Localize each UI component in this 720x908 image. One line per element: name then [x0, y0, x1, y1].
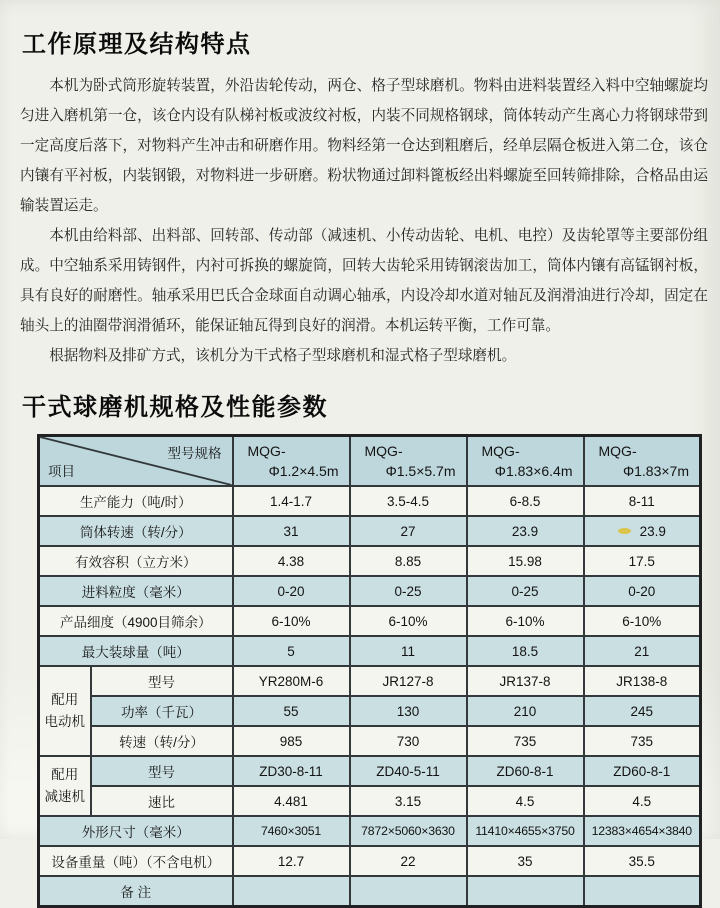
table-row-overall-dimensions — [39, 816, 701, 846]
column-header-model-1 — [233, 436, 350, 487]
spec-value: 735 — [467, 726, 584, 756]
row-label: 有效容积（立方米） — [39, 546, 233, 576]
header-corner-cell — [39, 436, 233, 487]
spec-value: 21 — [584, 636, 701, 666]
table-row-effective-volume — [39, 546, 701, 576]
row-label: 功率（千瓦） — [91, 696, 233, 726]
group-label-reducer: 配用 减速机 — [39, 756, 91, 816]
row-label: 速比 — [91, 786, 233, 816]
spec-value: 0-20 — [233, 576, 350, 606]
spec-value: 4.5 — [584, 786, 701, 816]
spec-value: ZD60-8-1 — [584, 756, 701, 786]
spec-value: 4.481 — [233, 786, 350, 816]
spec-value: 27 — [350, 516, 467, 546]
spec-value: 5 — [233, 636, 350, 666]
row-label: 型号 — [91, 666, 233, 696]
spec-value: 11410×4655×3750 — [467, 816, 584, 846]
row-label: 备 注 — [39, 876, 233, 907]
table-row-feed-size — [39, 576, 701, 606]
table-row-reducer-ratio — [39, 786, 701, 816]
spec-value: 55 — [233, 696, 350, 726]
spec-value: 6-10% — [350, 606, 467, 636]
spec-value: 15.98 — [467, 546, 584, 576]
table-row-max-ball-load — [39, 636, 701, 666]
spec-value: 0-25 — [467, 576, 584, 606]
spec-value: 7460×3051 — [233, 816, 350, 846]
spec-value — [467, 876, 584, 907]
model-prefix: MQG- — [247, 443, 286, 459]
row-label: 生产能力（吨/时） — [39, 486, 233, 516]
spec-value: 23.9 — [467, 516, 584, 546]
spec-value: 730 — [350, 726, 467, 756]
spec-value: 8.85 — [350, 546, 467, 576]
row-label: 进料粒度（毫米） — [39, 576, 233, 606]
spec-value: 130 — [350, 696, 467, 726]
model-size: Φ1.83×7m — [622, 463, 689, 479]
model-prefix: MQG- — [364, 443, 403, 459]
table-row-motor-power — [39, 696, 701, 726]
spec-value: 31 — [233, 516, 350, 546]
column-header-model-3 — [467, 436, 584, 487]
table-row-motor-model — [39, 666, 701, 696]
spec-value — [233, 876, 350, 907]
paragraph-classification: 根据物料及排矿方式，该机分为干式格子型球磨机和湿式格子型球磨机。 — [49, 348, 517, 364]
spec-value: JR138-8 — [584, 666, 701, 696]
corner-label-item: 项目 — [48, 464, 75, 479]
spec-value: 4.38 — [233, 546, 350, 576]
table-row-remarks — [39, 876, 701, 907]
spec-value — [584, 876, 701, 907]
row-label: 设备重量（吨）（不含电机） — [39, 846, 233, 876]
spec-value: 7872×5060×3630 — [350, 816, 467, 846]
paragraph-structure: 本机由给料部、出料部、回转部、传动部（减速机、小传动齿轮、电机、电控）及齿轮罩等主要部份组成。中空轴系采用铸钢件，内衬可拆换的螺旋筒，回转大齿轮采用铸钢滚齿加工，筒体内镶有高锰钢衬板，具有良好的耐磨性。轴承采用巴氏合金球面自动调心轴承，内设冷却水道对轴瓦及润滑油进行冷却，固定在轴头上的油圈带润滑循环，能保证轴瓦得到良好的润滑。本机运转平衡，工作可靠。 — [20, 228, 708, 334]
group-label-motor: 配用 电动机 — [39, 666, 91, 756]
spec-value: 985 — [233, 726, 350, 756]
spec-value: 1.4-1.7 — [233, 486, 350, 516]
spec-value: 18.5 — [467, 636, 584, 666]
section-title-specs: 干式球磨机规格及性能参数 — [22, 394, 328, 421]
spec-value: 35.5 — [584, 846, 701, 876]
spec-value: ZD30-8-11 — [233, 756, 350, 786]
spec-value-text: 23.9 — [639, 523, 666, 539]
spec-value: 0-25 — [350, 576, 467, 606]
spec-value: 3.15 — [350, 786, 467, 816]
table-header-row — [39, 436, 701, 487]
spec-value: 0-20 — [584, 576, 701, 606]
spec-value: YR280M-6 — [233, 666, 350, 696]
spec-value: 6-8.5 — [467, 486, 584, 516]
model-prefix: MQG- — [598, 443, 637, 459]
paragraph-working-principle: 本机为卧式筒形旋转装置，外沿齿轮传动，两仓、格子型球磨机。物料由进料装置经入料中空轴螺旋均匀进入磨机第一仓，该仓内设有队梯衬板或波纹衬板，内装不同规格钢球，筒体转动产生离心力将钢球带到一定高度后落下，对物料产生冲击和研磨作用。物料经第一仓达到粗磨后，经单层隔仓板进入第二仓，该仓内镶有平衬板，内装钢锻，对物料进一步研磨。粉状物通过卸料篦板经出料螺旋至回转筛排除，合格品由运输装置运走。 — [20, 78, 708, 214]
spec-value: 35 — [467, 846, 584, 876]
spec-value — [584, 516, 701, 546]
spec-value: JR137-8 — [467, 666, 584, 696]
table-row-product-fineness — [39, 606, 701, 636]
column-header-model-2 — [350, 436, 467, 487]
spec-value: ZD40-5-11 — [350, 756, 467, 786]
spec-value — [350, 876, 467, 907]
spec-value: 17.5 — [584, 546, 701, 576]
row-label: 转速（转/分） — [91, 726, 233, 756]
spec-value: 6-10% — [584, 606, 701, 636]
row-label: 外形尺寸（毫米） — [39, 816, 233, 846]
spec-value: 12.7 — [233, 846, 350, 876]
row-label: 最大装球量（吨） — [39, 636, 233, 666]
table-row-equipment-weight — [39, 846, 701, 876]
spec-value: JR127-8 — [350, 666, 467, 696]
spec-value: 210 — [467, 696, 584, 726]
row-label: 型号 — [91, 756, 233, 786]
spec-value: 22 — [350, 846, 467, 876]
spec-value: ZD60-8-1 — [467, 756, 584, 786]
spec-value: 6-10% — [233, 606, 350, 636]
spec-value: 4.5 — [467, 786, 584, 816]
spec-table — [37, 434, 702, 908]
model-size: Φ1.83×6.4m — [494, 463, 573, 479]
table-row-drum-speed — [39, 516, 701, 546]
corner-label-model-spec: 型号规格 — [167, 446, 222, 461]
spec-value: 6-10% — [467, 606, 584, 636]
table-row-reducer-model — [39, 756, 701, 786]
spec-value: 11 — [350, 636, 467, 666]
model-size: Φ1.5×5.7m — [385, 463, 456, 479]
row-label: 筒体转速（转/分） — [39, 516, 233, 546]
scan-smudge-artifact — [618, 528, 631, 534]
table-row-capacity — [39, 486, 701, 516]
table-row-motor-speed — [39, 726, 701, 756]
column-header-model-4 — [584, 436, 701, 487]
spec-value: 245 — [584, 696, 701, 726]
spec-value: 12383×4654×3840 — [584, 816, 701, 846]
model-size: Φ1.2×4.5m — [268, 463, 339, 479]
section-title-working-principle: 工作原理及结构特点 — [22, 31, 252, 58]
spec-value: 3.5-4.5 — [350, 486, 467, 516]
spec-value: 8-11 — [584, 486, 701, 516]
row-label: 产品细度（4900目筛余） — [39, 606, 233, 636]
spec-value: 735 — [584, 726, 701, 756]
model-prefix: MQG- — [481, 443, 520, 459]
